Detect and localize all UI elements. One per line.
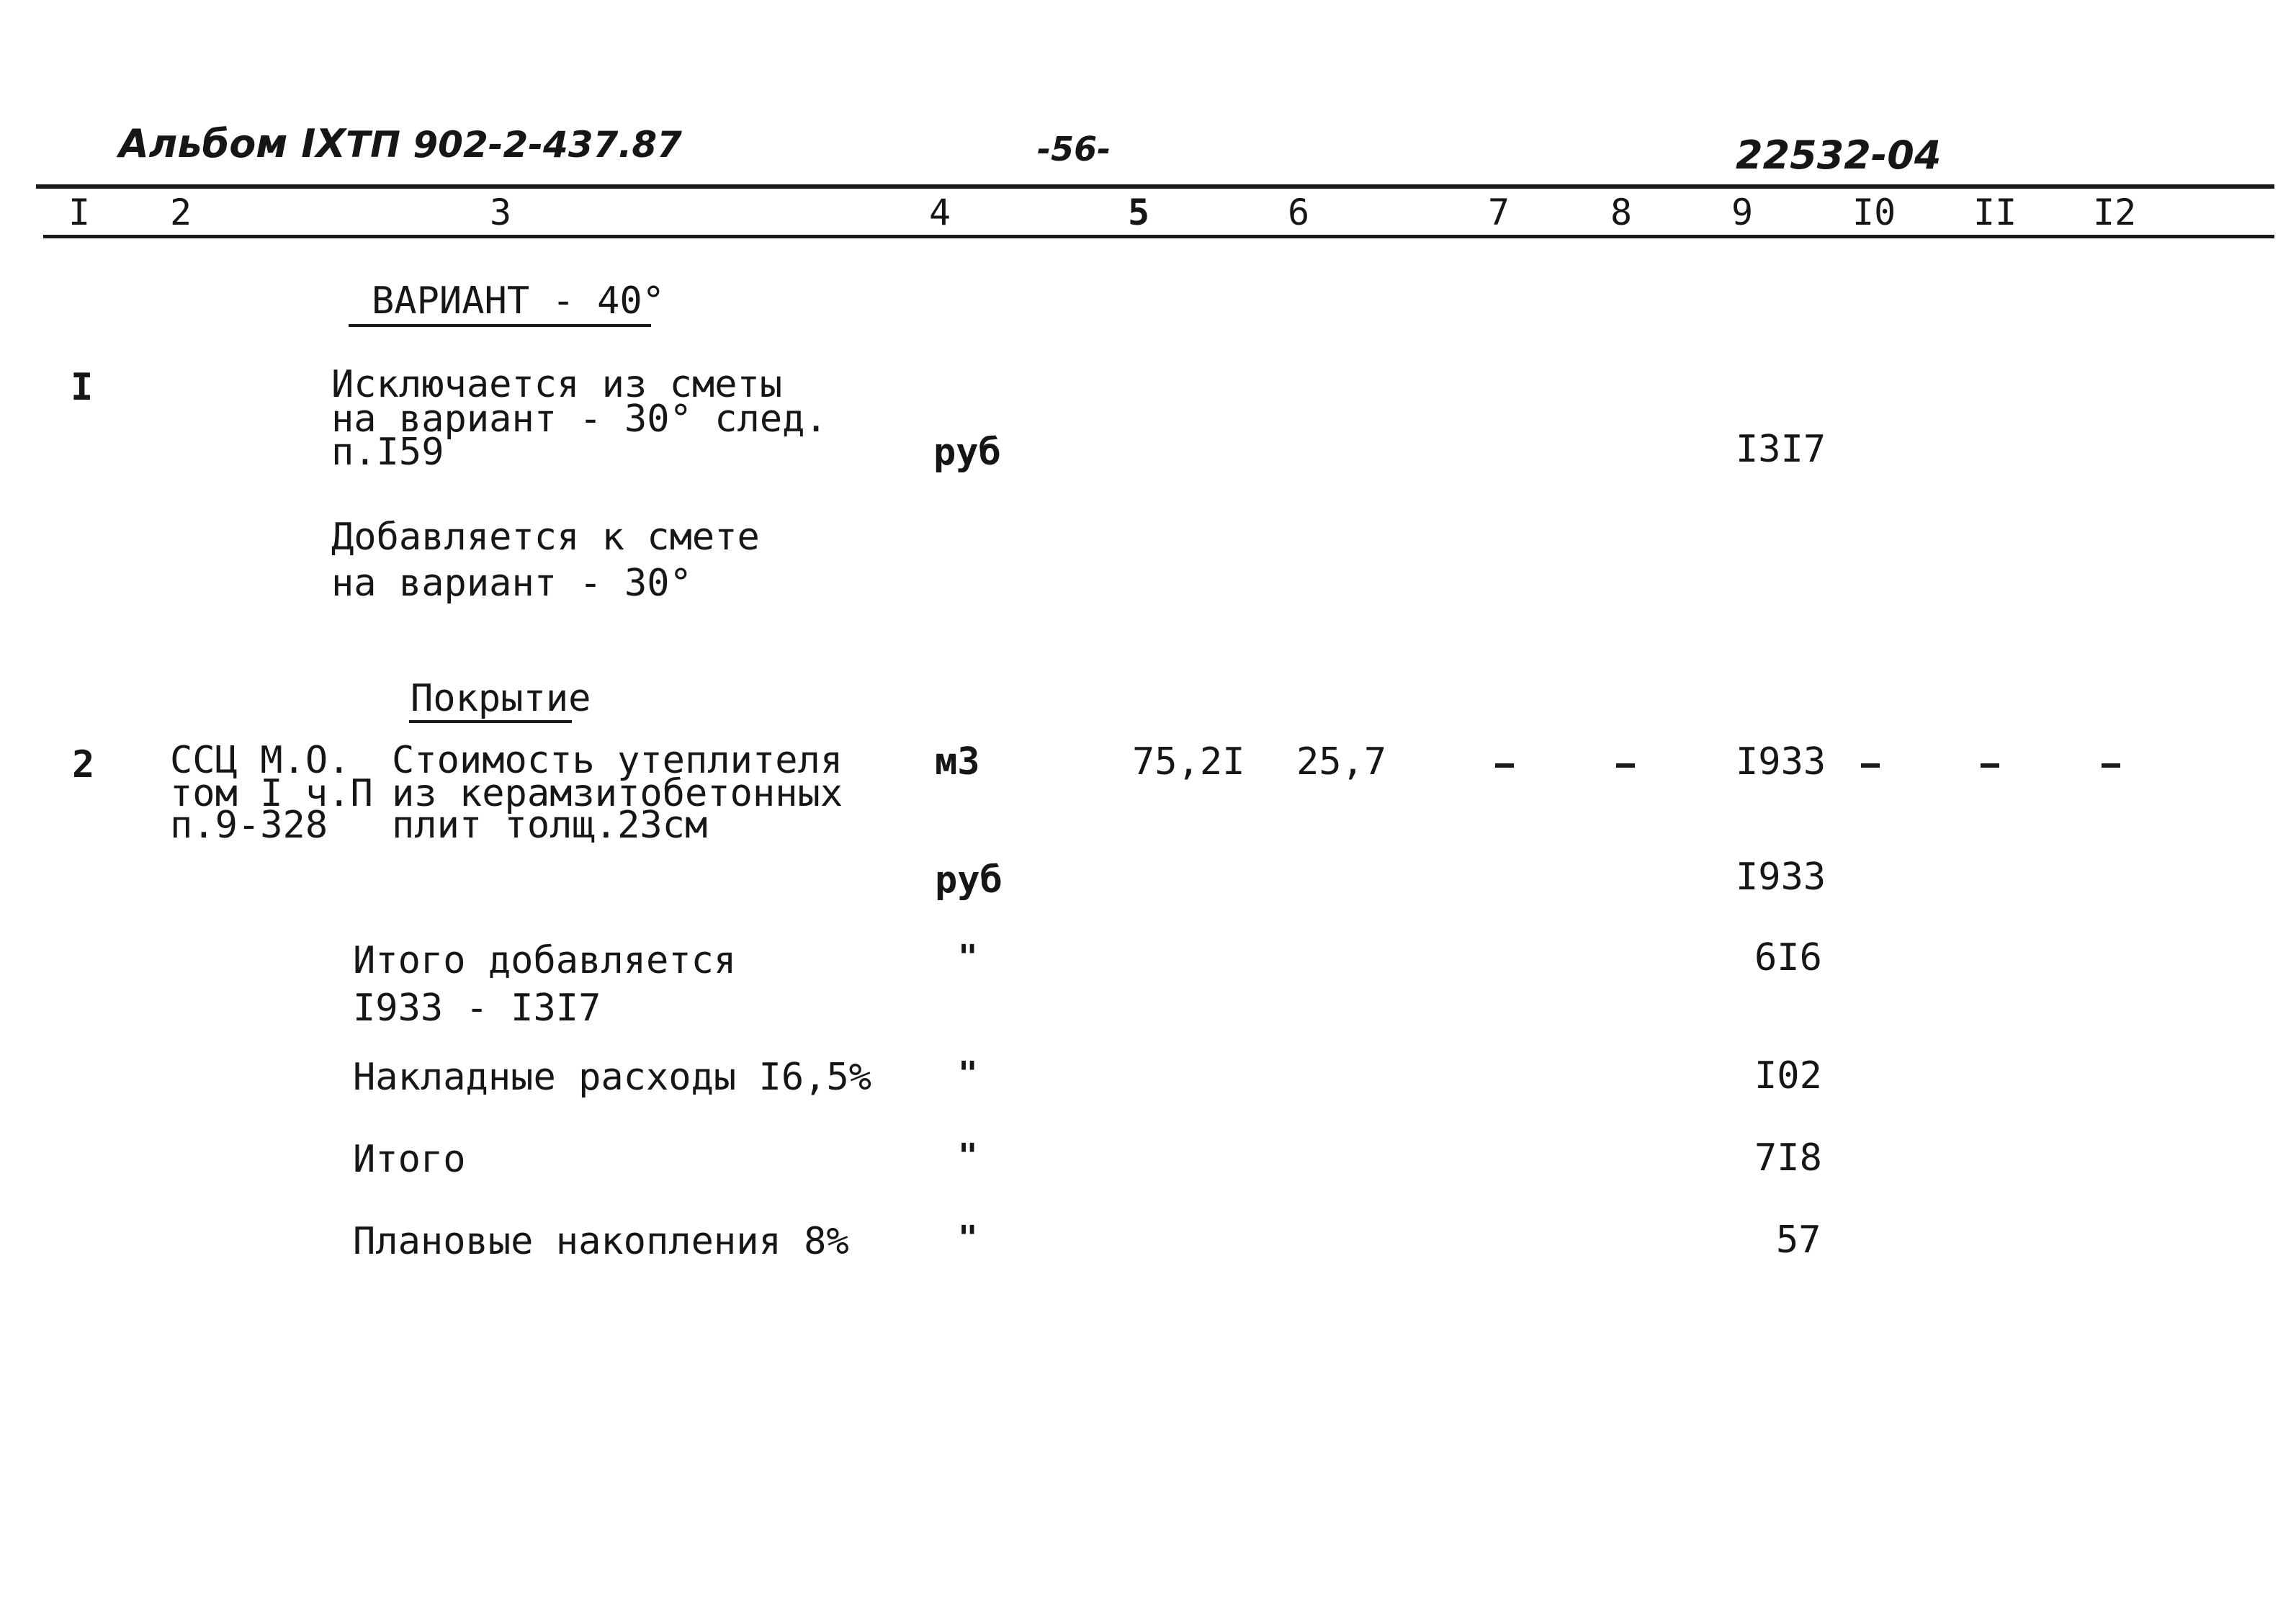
album-label: Альбом IX <box>119 121 346 166</box>
item-number: I <box>71 366 94 409</box>
summary-value: 57 <box>1776 1218 1821 1262</box>
summary-value: 6I6 <box>1754 936 1822 979</box>
ditto-mark: " <box>958 1218 978 1257</box>
dash-mark <box>1861 763 1880 768</box>
ditto-mark: " <box>958 938 978 977</box>
item-text-line: плит толщ.23см <box>392 804 708 847</box>
col9-value: I3I7 <box>1736 428 1826 471</box>
column-number: 5 <box>1128 192 1150 233</box>
column-number: 7 <box>1488 192 1510 233</box>
item-ref-line: ССЦ М.О. <box>170 739 351 782</box>
col6-value: 25,7 <box>1296 740 1387 784</box>
subsection-underline <box>409 720 572 723</box>
document-number: 22532-04 <box>1736 133 1942 178</box>
unit-cell: м3 <box>935 740 980 784</box>
subsection-title: Покрытие <box>411 677 591 720</box>
variant-title: ВАРИАНТ - 40° <box>372 279 665 323</box>
item-text-line: Исключается из сметы <box>331 363 783 406</box>
unit-cell: руб <box>935 858 1003 902</box>
col9-value: I933 <box>1736 856 1826 899</box>
header-bottom-rule <box>43 235 2274 238</box>
dash-mark <box>1495 763 1514 768</box>
column-number: 4 <box>929 192 951 233</box>
page-number: -56- <box>1037 130 1111 169</box>
project-code: ТП 902-2-437.87 <box>346 124 682 166</box>
summary-label: Итого <box>353 1138 466 1181</box>
column-number: I0 <box>1852 192 1896 233</box>
column-number: 2 <box>170 192 192 233</box>
summary-label: Итого добавляется <box>353 939 737 982</box>
summary-label: Накладные расходы I6,5% <box>353 1056 872 1099</box>
summary-value: 7I8 <box>1754 1136 1822 1180</box>
dash-mark <box>2102 763 2120 768</box>
summary-label: Плановые накопления 8% <box>353 1220 849 1263</box>
summary-formula: I933 - I3I7 <box>353 987 601 1030</box>
col9-value: I933 <box>1736 740 1826 784</box>
column-number: I2 <box>2093 192 2137 233</box>
col5-value: 75,2I <box>1132 740 1245 784</box>
column-number: 6 <box>1288 192 1310 233</box>
item-text-line: на вариант - 30° след. <box>331 398 828 441</box>
unit-cell: руб <box>933 431 1001 474</box>
variant-title-underline <box>349 324 651 327</box>
column-number: 3 <box>490 192 512 233</box>
column-number: 9 <box>1731 192 1754 233</box>
header-top-rule <box>36 184 2274 189</box>
column-number: II <box>1973 192 2017 233</box>
ditto-mark: " <box>958 1136 978 1175</box>
dash-mark <box>1616 763 1635 768</box>
ditto-mark: " <box>958 1054 978 1093</box>
item-number: 2 <box>72 743 95 786</box>
item-text-line: Стоимость утеплителя <box>392 739 843 782</box>
item-text-line: п.I59 <box>331 431 444 474</box>
add-text-line: на вариант - 30° <box>331 562 692 605</box>
item-ref-line: п.9-328 <box>170 804 328 847</box>
item-text-line: из керамзитобетонных <box>392 772 843 815</box>
column-number: I <box>68 192 91 233</box>
column-number: 8 <box>1610 192 1633 233</box>
add-text-line: Добавляется к смете <box>331 516 760 559</box>
dash-mark <box>1981 763 1999 768</box>
item-ref-line: том I ч.П <box>170 772 373 815</box>
summary-value: I02 <box>1754 1054 1822 1097</box>
